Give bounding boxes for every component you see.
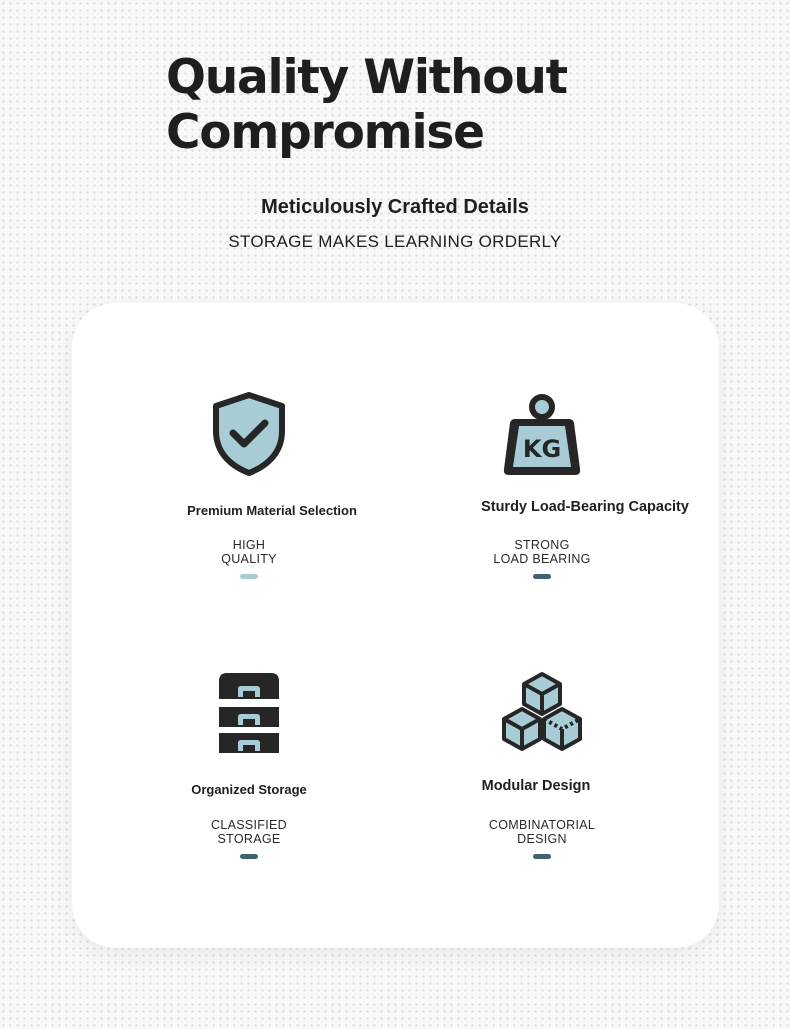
feature-description (412, 538, 672, 566)
section-tagline: STORAGE MAKES LEARNING ORDERLY (228, 232, 562, 251)
feature-title: Premium Material Selection (187, 503, 357, 518)
feature-title: Modular Design (481, 778, 591, 794)
features-card (72, 303, 719, 948)
feature-desc-line-2: QUALITY (221, 552, 277, 566)
kg-weight-icon (501, 393, 583, 479)
feature-description (412, 818, 672, 846)
feature-desc-line-2: STORAGE (217, 832, 281, 846)
headline-line-1: Quality Without (166, 50, 567, 105)
feature-accent-bar (240, 854, 258, 859)
modular-cubes-icon (500, 671, 584, 755)
drawer-cabinet-icon (217, 671, 281, 755)
feature-title: Sturdy Load-Bearing Capacity (481, 499, 689, 515)
feature-desc-line-2: DESIGN (517, 832, 567, 846)
feature-description (119, 818, 379, 846)
kg-label: KG (522, 435, 562, 463)
section-subtitle: Meticulously Crafted Details (261, 196, 529, 218)
feature-desc-line-1: COMBINATORIAL (488, 818, 596, 832)
page-headline (166, 50, 567, 160)
shield-check-icon (211, 391, 287, 477)
feature-desc-line-1: HIGH (232, 538, 266, 552)
headline-line-2: Compromise (166, 105, 484, 160)
feature-desc-line-1: STRONG (514, 538, 570, 552)
feature-accent-bar (533, 854, 551, 859)
feature-title: Organized Storage (191, 782, 307, 797)
feature-accent-bar (240, 574, 258, 579)
feature-description (119, 538, 379, 566)
feature-desc-line-2: LOAD BEARING (493, 552, 591, 566)
feature-desc-line-1: CLASSIFIED (211, 818, 287, 832)
feature-accent-bar (533, 574, 551, 579)
